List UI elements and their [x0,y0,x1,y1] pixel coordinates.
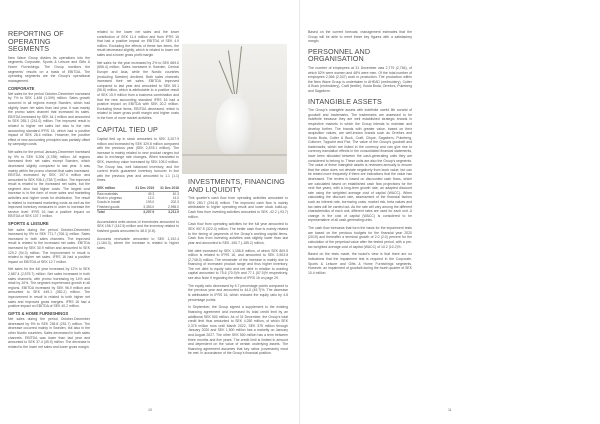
personnel-heading: PERSONNEL AND ORGANISATION [308,46,371,64]
inventory-cell: 12.0 [147,196,155,200]
vase-body [216,98,254,156]
inventory-cell: Finished goods [97,204,120,209]
left-column-2 [97,30,179,254]
inventory-cell: 3,211.9 [154,210,179,215]
right-column-1 [308,30,412,278]
capital-paragraph-2: Accumulated write-downs of inventories amounted to SEK 156.7 (142.5) million and the inventory related to finished goods amounted to 48.0 (0.8). [97,219,179,233]
intangible-heading: INTANGIBLE ASSETS [308,96,382,106]
page-number-left: 10 [148,408,152,412]
segments-heading: REPORTING OF OPERATING SEGMENTS [8,29,64,54]
inventory-header-cell: 31 Dec 2019 [130,186,155,191]
inventory-cell: 3,353.0 [143,204,155,209]
inventory-cell: Raw materials [97,191,118,196]
page-number-right: 11 [448,408,452,412]
left-column-3 [188,178,288,359]
investments-paragraph-3: Net debt increased by SEK 1,155.8 million, of which SEK 809.5 million is related to IFRS 16, and amounted to SEK 3,903.8 (2,748.0) million. The remainder of the increase is mainly due to financing of increased product range and thus higher inventory. The net debt to equity ratio and net debt in relation to working capital amounted to 75.6 (70.9)% and 77.1 (57.0)% respectively, see also Note 9 regarding the effect of IFRS 16 on page 29. [188,248,288,281]
sports-title: SPORTS & LEISURE [8,221,49,227]
right-page [300,0,600,424]
gifts-paragraph-1: Net sales during the period October-December decreased by 5% to SEK 238.6 (251.7) million. The decrease occurred mainly in Sweden, but also in the other Nordic countries. Sales decreased in both sales channels. EBITDA was lower than last year and amounted to SEK 37.4 (45.9) million. The decrease is related to the lower net sales and lower gross margin. [8,317,90,349]
inventory-cell: Work in progress [97,196,122,200]
investments-heading: INVESTMENTS, FINANCING AND LIQUIDITY [188,177,285,194]
corporate-paragraph-1: Net sales for the period October-December increased by 7% to SEK 1,498 (1,399) million. Sales growth occurred in all regions except Sweden, which had slightly lower net sales than last year. It was mainly the promo sales channel that increased its sales. EBITDA increased by SEK 44.1 million and amounted to SEK 285.1 (241.0) million. The improved result is related to higher net sales but also to the new accounting standard IFRS 16, which had a positive impact of SEK 28.4 million. However, the positive effect of new accounting principles was partially offset by campaign costs. [8,91,90,147]
intangible-paragraph-2: The cash flow forecasts that form the basis for the impairment tests are based on the previous budgets for the financial year 2020 (2019) and thereafter a terminal growth of 2.0 (2.0) percent for the calculation of the perpetual value after the tested period, with a pre-tax weighted average cost of capital (WACC) of 10.2 (10.2)%. [308,226,412,249]
inventory-cell: 3,207.9 [130,210,155,215]
inventory-header-cell: SEK million [97,186,130,191]
branch-stem [236,46,242,94]
investments-paragraph-1: This quarter's cash flow from operating activities amounted to SEK 283.7 (294.8) million. The improved cash flow is mainly attributable to higher operating result and lower stock build-up. Cash flow from investing activities amounted to SEK -42.2 (-93.7) million. [188,196,288,219]
sports-paragraph-2: Net sales for the full year increased by 12% to SEK 2,887.4 (2,575.7) million. Net sales increased in both sales channels, with promo increasing by 14% and retail by 10%. The segment experienced growth in all regions. EBITDA increased by SEK 96.9 million and amounted to SEK 449.1 (352.2) million. The improvement in result is related to both higher net sales and improved gross margins. IFRS 16 had a positive impact on EBITDA of SEK 40.2 million. [8,267,90,309]
inventory-cell: 14.0 [172,196,179,200]
inventory-cell: Total [97,210,130,215]
inventory-cell: 202.3 [170,200,179,205]
gifts-continued-paragraph: related to the lower net sales and the lower contribution of SEK 11.4 million and from IFRS 16 that had a positive impact on EBITDA of SEK 4.9 million. Excluding the effects of these two items, the result decreased slightly, which is related to lower net sales and a lower gross profit margin. [97,30,179,57]
inventory-table-header [97,186,179,191]
left-column-1 [8,30,90,353]
inventory-cell: Goods in transit [97,200,121,205]
inventory-cell: 49.3 [147,191,155,196]
investments-paragraph-4: The equity ratio decreased by 5.7 percentage points compared to the previous year and amounted to 44.0 (49.7)%. The decrease is attributable to IFRS 16, which reduced the equity ratio by 4.8 percentage points. [188,283,288,302]
investments-paragraph-2: Cash flow from operating activities for the full year amounted to SEK 957.5 (322.4) million. The better cash flow is mainly related to the timing of payments of the Group's working capital items. Cash flow from investing activities was slightly lower than last year and amounted to SEK -190.7 (-185.2) million. [188,222,288,245]
inventory-cell: 2,955.0 [168,204,179,209]
gifts-year-paragraph: Net sales for the year increased by 2% to SEK 669.0 (656.4) million. Sales increased in Sweden, Central Europe and Asia, while the Nordic countries (excluding Sweden) declined. Both sales channels increased their net sales. EBITDA improved compared to last year and amounted to SEK 65.1 (56.8) million, which is attributable to a positive result of SEK 15.9 million from a business combination and that the new accounting standard IFRS 16 had a positive impact on EBITDA with SEK 20.2 million. Excluding these items, EBITDA decreased, which is related to lower gross profit margin and higher costs in the form of more market activities. [97,60,179,120]
capital-heading: CAPITAL TIED UP [97,125,158,135]
investments-paragraph-5: In September, the Group signed a supplement to the existing financing agreement and increased its total credit limit by an additional SEK 500 million. As of 31 December, the Group's total credit limit thus amounted to SEK 4,250 million, of which SEK 2,375 million runs until March 2022, SEK 375 million through January 2020 and SEK 1,500 million has a maturity on January and August 2027. The other SEK 500 million has a term between three months and five years. The credit limit is limited in amount and dependent on the value of certain underlying assets. The financing agreement assumes that key ratios (covenants) must be met. In accordance of the Group's financial position. [188,305,288,356]
segments-intro: New Wave Group divides its operations into the segments Corporate, Sports & Leisure and Gifts & Home Furnishings. The Group monitors the segments' results on a basis of EBITDA. The operating segments are the Group's operational management. [8,55,90,83]
covenant-paragraph: Based on the current forecast, management estimates that the Group will be able to meet these key figures with a satisfactory margin. [308,30,412,44]
inventory-table-total-row [97,210,179,215]
inventory-cell: 40.3 [172,191,179,196]
intangible-paragraph-3: Based on the tests made, the board's view is that there are no indications that the impairment test is required in the Corporate, Sports & Leisure and Gifts & Home Furnishings segments. However, an impairment of goodwill during the fourth quarter of SEK 10.4 million. [308,252,412,275]
gifts-title: GIFTS & HOME FURNISHINGS [8,311,69,316]
personnel-paragraph: The number of employees at 31 December was 2,779 (2,764), of which 52% were women and 48% were men. Of the total number of employees 2,066 (2,047) work in production. The production within the New Wave Group is undertaken in AHEAD (embroidery), Cutter & Buck (embroidery), Craft (textile), Kosta Boda, Orrefors, Pukeberg and Sagaform. [308,65,412,93]
inventory-cell: 193.0 [145,200,155,205]
shelf-line [182,154,287,156]
inventory-table [97,186,179,214]
intangible-paragraph-1: The Group's intangible assets with indefinite useful life consist of goodwill and trademarks. The trademarks are assessed to be indefinite because they are well established strategic brands in respective markets in which the Group intends to maintain and develop further. The brands with greater value, based on their acquisition values, are well-known brands such as Orrefors and Kosta Boda, Cutter & Buck, Craft, Clique, Sagaform, Pukeberg, Cottover, Toppoint and Pax. The value of the Group's goodwill and trademarks, which are linked in the currency and can give rise to currency translation effects in the consolidated financial statements, have been allocated between the cash-generating units they are considered to belong to. These units are also the Group's segments. The value of these intangible assets is reviewed annually to ensure that the value does not deviate negatively from book value, but can be tested more frequently if there are indications that the value has decreased. The review is based on discounted cash flows, which are calculated based on established cash flow projections for the next five years, with a long-term growth rate, an adapted discount rate using the weighted average cost of capital (WACC). When calculating the discount rate, assessment of the financial factors such as interest rate, borrowing costs, market risk, beta values and tax rates will be carried out. As the rate will vary among the different characteristics of each unit, different rates are used for each unit. A change in the cost of capital (WACC) is considered to be representative of all cash-generating units. [308,108,412,223]
sports-paragraph-1: Net sales during the period October-December increased by 9% to SEK 771.7 (706.1) million. Sales increased in both sales channels. The improved result is related to the increased net sales. EBITDA increased by SEK 30.9 million and amounted to SEK 125.2 (94.3) million. The improvement in result is related to higher net sales. IFRS 16 had a positive impact on EBITDA of SEK 12.7 million. [8,227,90,264]
inventory-header-cell: 31 Dec 2018 [154,186,179,191]
capital-paragraph-1: Capital tied up in stock amounted to SEK 3,207.9 million and increased by SEK 329.8 million compared with the previous year (SEK 2,878.1 million). The increase is mainly related to new product ranges but also to exchange rate changes. When translated to SEK, inventory value increased by SEK 105.0 million. The Group has, well balanced inventory, and the current levels guarantee inventory turnover in line with the previous year and amounted to 1.1 (1.1) times. [97,137,179,183]
capital-paragraph-3: Accounts receivable amounted to SEK 1,192.4 (1,184.3), where the increase is related to higher sales. [97,236,179,250]
vase-photo [182,44,287,174]
corporate-title: CORPORATE [8,85,35,91]
corporate-paragraph-2: Net sales for the period January-December increased by 9% to SEK 5,206 (4,785) million. All regions increased their net sales except Sweden, which decreased slightly compared to last year. It was mainly within the promo channel that sales increased. EBITDA increased by SEK 197.4 million and amounted to SEK 936.1 (738.7) million. The improved result is related to the increased net sales, but the segment also had higher costs. The largest cost increase is in the form of more sales and marketing activities and higher costs for distribution. The result is related to increased marketing costs as well as the improved inventory measures in order to increase the service level. IFRS 16 had a positive impact on EBITDA of SEK 107.7 million. [8,150,90,219]
